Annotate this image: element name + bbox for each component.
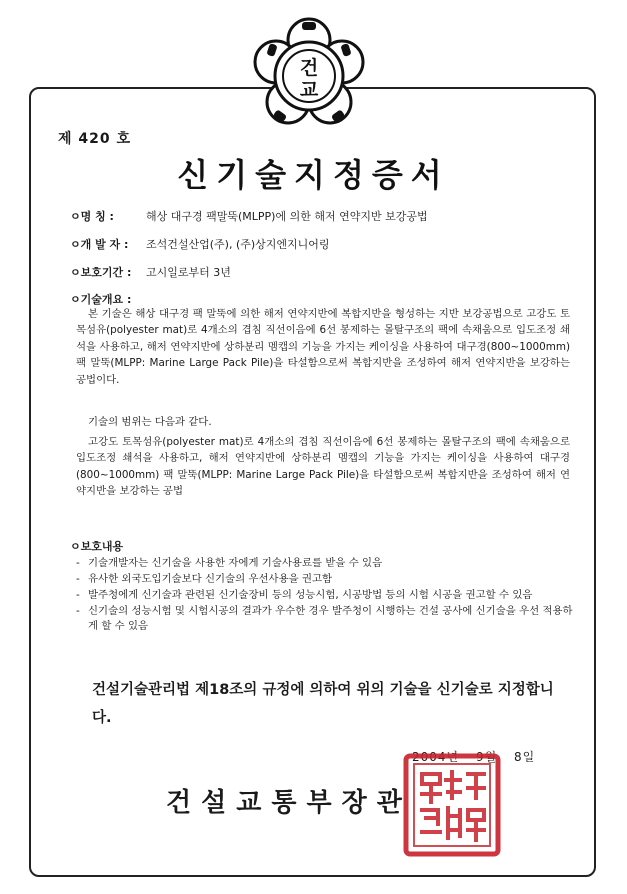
protection-list [76, 556, 576, 635]
field-name-row [70, 208, 428, 224]
date-month: 9월 [475, 750, 498, 764]
emblem-char-top: 건 [299, 57, 319, 79]
overview-paragraph: 본 기술은 해상 대구경 팩 말뚝에 의한 해저 연약지반에 복합지반을 형성하는 지반 보강공법으로 고강도 토목섬유(polyester mat)로 4개소의 겹침 직선이음에 6선 봉제하는 몰탈구조의 팩에 속채움으로 입도조정 쇄석을 사용하고, 해저 연약지반에 상하분리 멤캡의 기능을 가지는 케이싱을 사용하여 대구경(800~1000mm) 팩 말뚝(MLPP: Marine Large Pack Pile)을 타설함으로써 복합지반을 조성하여 해저 연약지반을 보강하는 공법이다. [76, 308, 570, 386]
field-label: ㅇ보호기간 : [70, 266, 132, 279]
list-item: - 유사한 외국도입기술보다 신기술의 우선사용을 권고함 [76, 572, 576, 587]
overview-heading: ㅇ기술개요 : [70, 293, 132, 306]
date-day: 8일 [514, 750, 536, 764]
date-year: 2004년 [412, 750, 460, 764]
ministry-emblem-icon [250, 16, 368, 134]
issuer-title: 건설교통부장관 [166, 788, 412, 818]
field-label: ㅇ개 발 자 : [70, 238, 129, 251]
field-value: 고시일로부터 3년 [146, 266, 231, 279]
emblem-char-bottom: 교 [299, 79, 319, 101]
list-item: - 기술개발자는 신기술을 사용한 자에게 기술사용료를 받을 수 있음 [76, 556, 576, 571]
certificate-number: 제 420 호 [58, 131, 132, 147]
list-item: - 신기술의 성능시험 및 시험시공의 결과가 우수한 경우 발주청이 시행하는 건설 공사에 신기술을 우선 적용하게 할 수 있음 [76, 604, 576, 634]
field-value: 조석건설산업(주), (주)상지엔지니어링 [146, 238, 330, 251]
official-seal-icon [402, 752, 502, 858]
page-title: 신기술지정증서 [177, 156, 450, 194]
field-protection-period-row [70, 264, 231, 280]
field-value: 해상 대구경 팩말뚝(MLPP)에 의한 해저 연약지반 보강공법 [146, 210, 428, 223]
field-label: ㅇ명 칭 : [70, 210, 114, 223]
field-developer-row [70, 236, 330, 252]
protection-heading: ㅇ보호내용 [70, 540, 124, 553]
overview-scope-paragraph: 고강도 토목섬유(polyester mat)로 4개소의 겹침 직선이음에 6선 봉제하는 몰탈구조의 팩에 속채움으로 입도조정 쇄석을 사용하고, 해저 연약지반에 상하분리 멤캡의 기능을 가지는 케이싱을 사용하여 대구경(800~1000mm) 팩 말뚝(MLPP: Marine Large Pack Pile)을 타설함으로써 복합지반을 조성하여 해저 연약지반을 보강하는 공법 [76, 436, 570, 498]
overview-scope-line: 기술의 범위는 다음과 같다. [88, 416, 212, 428]
list-item: - 발주청에게 신기술과 관련된 신기술장비 등의 성능시험, 시공방법 등의 시험 시공을 권고할 수 있음 [76, 588, 576, 603]
legal-statement: 건설기술관리법 제18조의 규정에 의하여 위의 기술을 신기술로 지정합니다. [92, 682, 554, 726]
